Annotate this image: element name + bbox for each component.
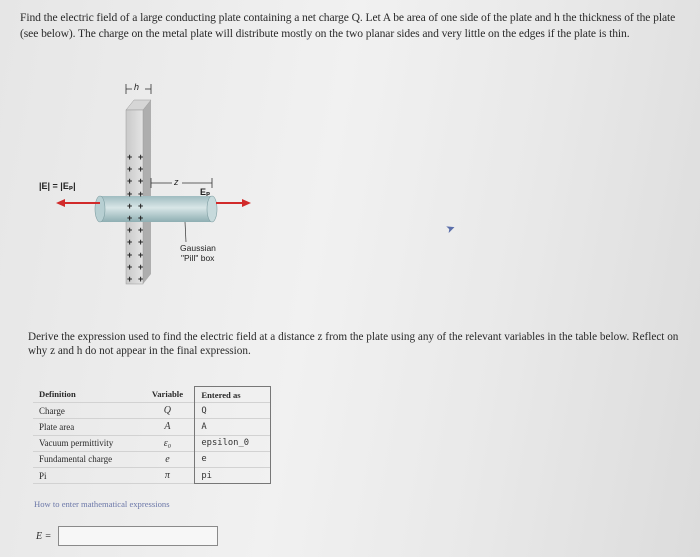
plus-sign: + [138,188,144,199]
gaussian-label-line2: "Pill" box [181,253,215,263]
header-definition: Definition [39,389,76,400]
plus-sign: + [138,200,144,211]
problem-statement: Find the electric field of a large conducting plate containing a net charge Q. Let A be area of one side of the plate and h the thickness of the plate (see below). The charge on the metal plate will distribute mostly on the two planar sides and very little on the edges if the plate is thin. [20,11,676,40]
row-entered: pi [195,467,271,483]
row-entered: epsilon_0 [195,435,271,451]
plus-sign: + [138,213,144,223]
table-row [33,451,271,467]
plus-sign: + [138,225,144,236]
plus-sign: + [127,249,133,260]
row-entered: e [195,451,271,467]
row-definition: Pi [39,470,47,481]
plus-sign: + [127,176,133,187]
left-arrow-head [56,199,65,207]
table-row [33,435,271,451]
table-row [33,467,271,483]
table-row [33,403,271,419]
row-definition: Charge [39,405,65,416]
plus-sign: + [138,237,144,248]
plus-sign: + [138,249,144,260]
plate-side [143,100,151,284]
gaussian-pillbox [100,196,212,222]
row-variable: π [164,470,170,482]
variables-table [33,386,271,484]
plate-diagram [20,70,670,310]
plus-sign: + [127,237,133,248]
row-variable: e [165,453,170,465]
header-variable: Variable [151,389,184,400]
row-variable: Q [163,405,172,417]
plus-sign: + [138,274,144,284]
table-row [33,419,271,435]
plus-sign: + [138,164,144,175]
row-definition: Vacuum permittivity [39,438,114,449]
plus-sign: + [127,274,133,284]
answer-label: E = [36,531,52,542]
plus-sign: + [127,261,133,272]
plus-sign: + [127,164,133,175]
row-definition: Plate area [39,421,75,432]
plus-sign: + [127,200,133,211]
right-field-label: Eₚ [200,187,211,197]
answer-input[interactable] [58,526,218,546]
row-variable: A [164,421,171,433]
plus-sign: + [138,152,144,162]
derive-instructions: Derive the expression used to find the electric field at a distance z from the plate using any of the relevant variables in the table below. Reflect on why z and h do not appear in the final expression. [28,331,679,357]
row-entered: A [195,419,271,435]
row-variable: ε₀ [163,437,172,449]
row-entered: Q [195,403,271,419]
z-label: z [174,177,179,187]
h-label: h [134,82,140,92]
pillbox-right-cap [207,196,217,222]
row-definition: Fundamental charge [39,454,113,465]
plate-figure [20,70,670,310]
plus-sign: + [127,188,133,199]
header-entered-as: Entered as [195,387,271,403]
plus-sign: + [127,213,133,223]
pillbox-left-cap [95,196,105,222]
right-arrow-head [242,199,251,207]
plus-sign: + [138,176,144,187]
plus-sign: + [138,261,144,272]
plus-sign: + [127,225,133,236]
left-field-label: |E| = |Eₚ| [39,181,76,191]
howto-link[interactable]: How to enter mathematical expressions [34,499,170,509]
gaussian-label-line1: Gaussian [180,243,216,253]
plus-sign: + [127,152,133,162]
mouse-cursor-icon: ➤ [444,221,458,237]
